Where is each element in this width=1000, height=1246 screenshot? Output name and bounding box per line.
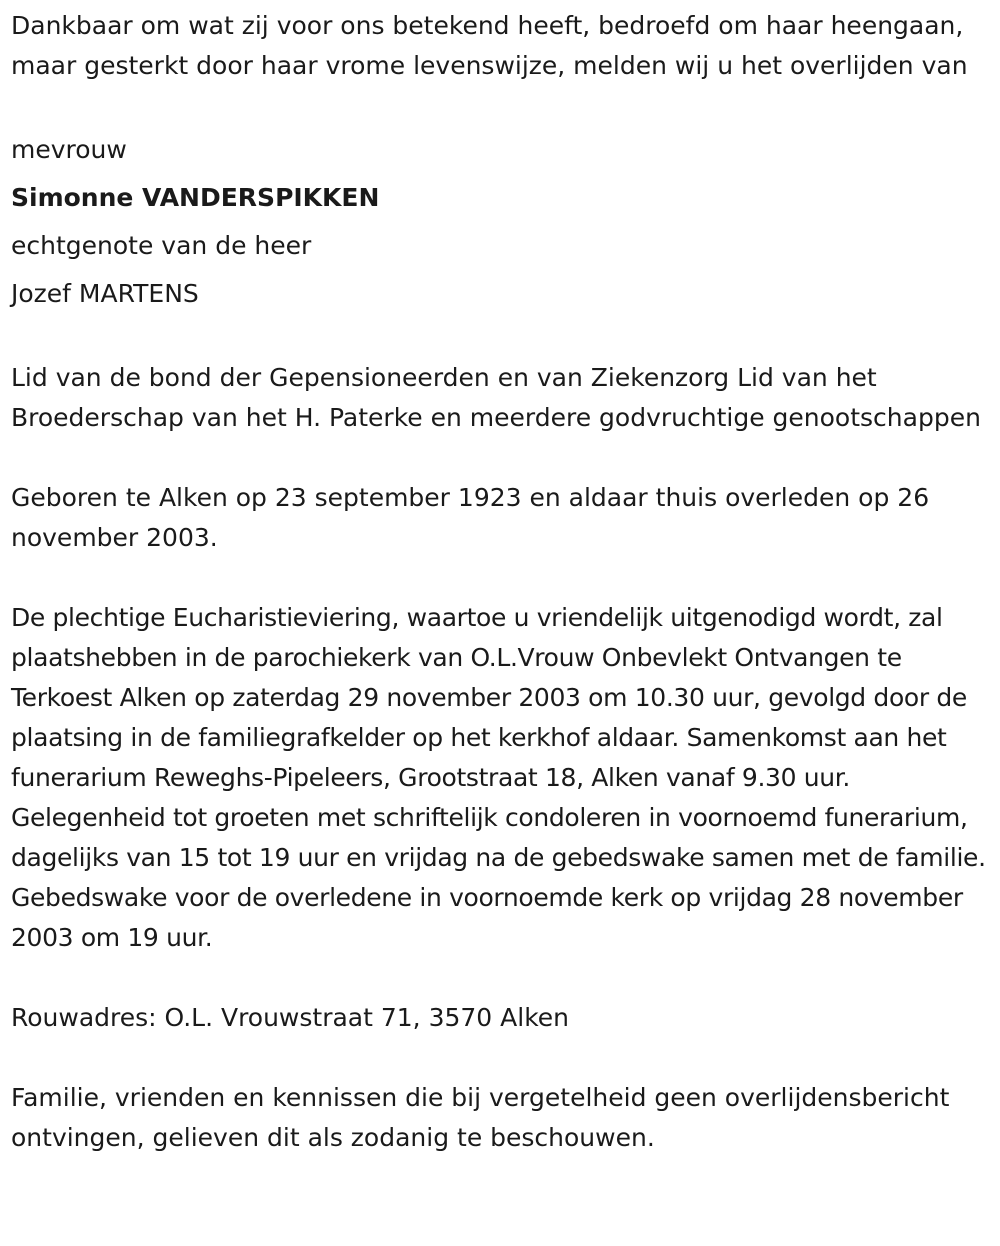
spouse-name: Jozef MARTENS [11,279,199,308]
spouse-prefix: echtgenote van de heer [11,231,312,260]
paragraph-spacer [11,438,996,478]
paragraph-spacer [11,1038,996,1078]
ceremony-paragraph: De plechtige Eucharistieviering, waartoe u vriendelijk uitgenodigd wordt, zal plaatshebben in de parochiekerk van O.L.Vrouw Onbevlekt Ontvangen te Terkoest Alken op zaterdag 29 november 2003 om 10.30 uur, gevolgd door de plaatsing in de familiegrafkelder op het kerkhof aldaar. Samenkomst aan het funerarium Reweghs-Pipeleers, Grootstraat 18, Alken vanaf 9.30 uur. Gelegenheid tot groeten met schriftelijk condoleren in voornoemd funerarium, dagelijks van 15 tot 19 uur en vrijdag na de gebedswake samen met de familie. Gebedswake voor de overledene in voornoemde kerk op vrijdag 28 november 2003 om 19 uur. [11,603,986,952]
closing-paragraph: Familie, vrienden en kennissen die bij vergetelheid geen overlijdensbericht ontvingen, gelieven dit als zodanig te beschouwen. [11,1083,950,1152]
honorific: mevrouw [11,135,127,164]
paragraph-spacer [11,558,996,598]
paragraph-spacer [11,86,996,126]
obituary-notice [11,6,996,1158]
mourning-address: Rouwadres: O.L. Vrouwstraat 71, 3570 Alken [11,1003,570,1032]
birth-death-paragraph: Geboren te Alken op 23 september 1923 en aldaar thuis overleden op 26 november 2003. [11,483,930,552]
paragraph-spacer [11,318,996,358]
deceased-name: Simonne VANDERSPIKKEN [11,183,380,212]
paragraph-spacer [11,958,996,998]
intro-paragraph: Dankbaar om wat zij voor ons betekend heeft, bedroefd om haar heengaan, maar gesterkt door haar vrome levenswijze, melden wij u het overlijden van [11,11,968,80]
deceased-block [11,126,996,318]
memberships-paragraph: Lid van de bond der Gepensioneerden en van Ziekenzorg Lid van het Broederschap van het H. Paterke en meerdere godvruchtige genootschappen [11,363,981,432]
